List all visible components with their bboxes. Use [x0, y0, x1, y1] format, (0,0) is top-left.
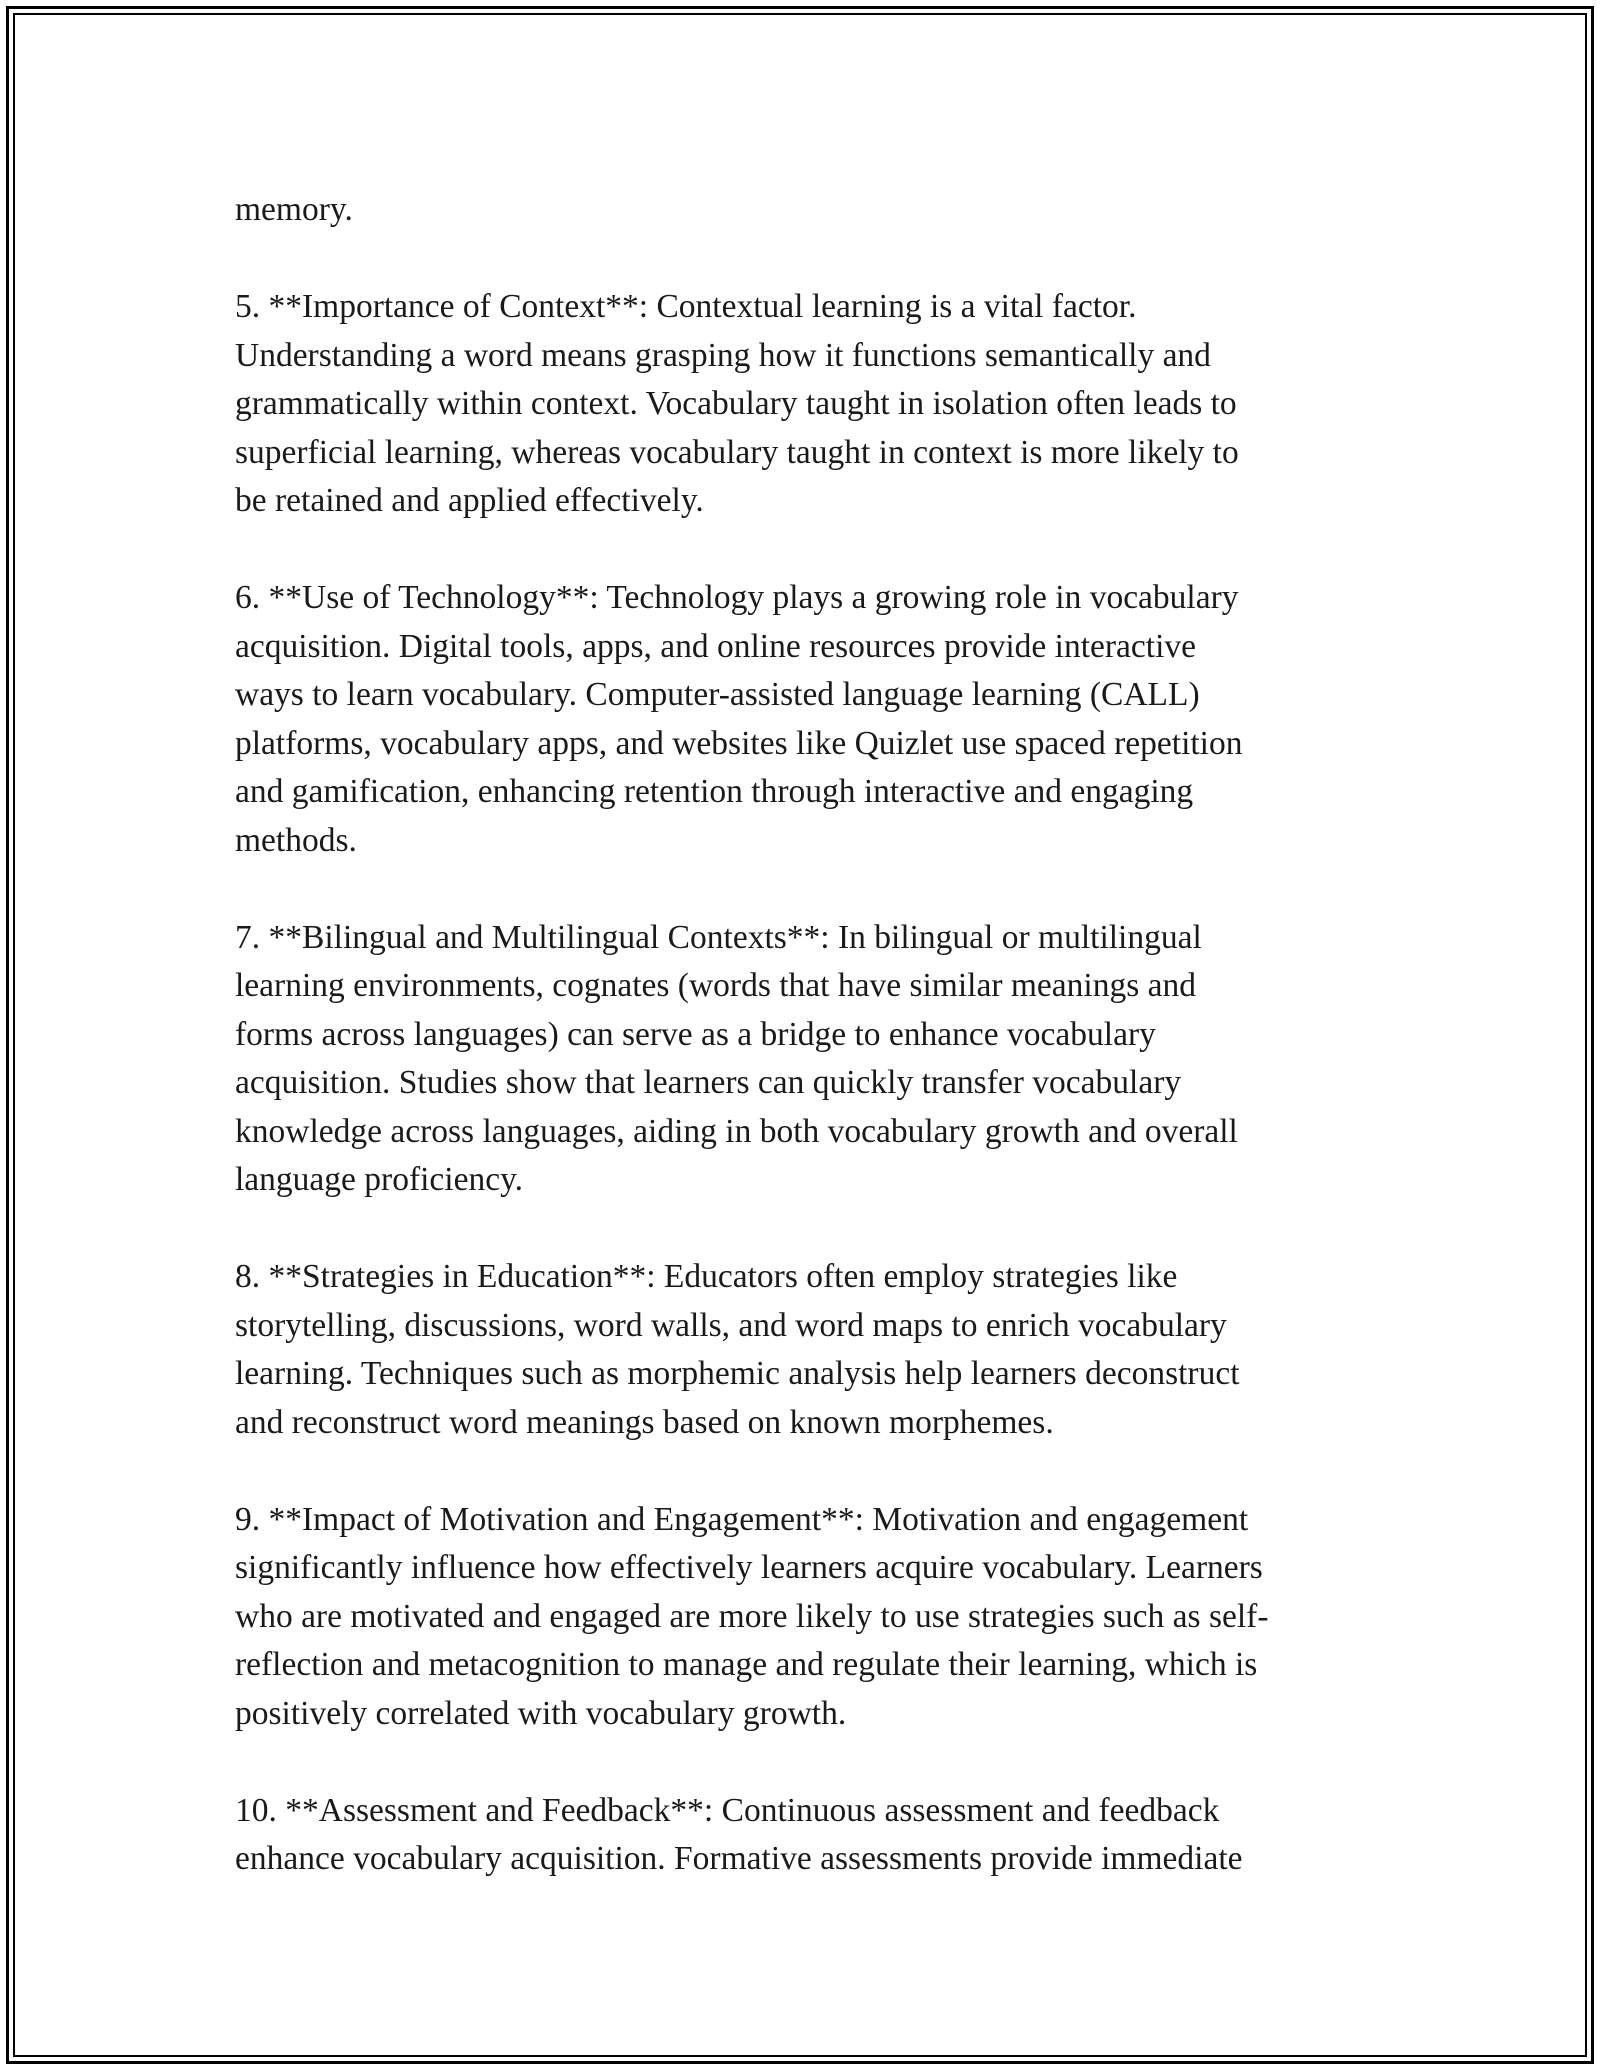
paragraph-motivation-and-engagement: 9. **Impact of Motivation and Engagement**: Motivation and engagement significantly influence how effectively learners acquire vocabulary. Learners who are motivated and engaged are more likely to use strategies such as self- reflection and metacognition to manage and regulate their learning, which is positively correlated with vocabulary growth.: [235, 1500, 1269, 1732]
paragraph-strategies-in-education: 8. **Strategies in Education**: Educators often employ strategies like storytelling, discussions, word walls, and word maps to enrich vocabulary learning. Techniques such as morphemic analysis help learners deconstruct and reconstruct word meanings based on known morphemes.: [235, 1258, 1240, 1441]
paragraph-bilingual-contexts: 7. **Bilingual and Multilingual Contexts**: In bilingual or multilingual learning environments, cognates (words that have similar meanings and forms across languages) can serve as a bridge to enhance vocabulary acquisition. Studies show that learners can quickly transfer vocabulary knowledge across languages, aiding in both vocabulary growth and overall language proficiency.: [235, 918, 1238, 1198]
paragraph-memory-continuation: memory.: [235, 191, 353, 228]
paragraph-use-of-technology: 6. **Use of Technology**: Technology plays a growing role in vocabulary acquisition. Digital tools, apps, and online resources provide interactive ways to learn vocabulary. Computer-assisted language learning (CALL) platforms, vocabulary apps, and websites like Quizlet use spaced repetition and gamification, enhancing retention through interactive and engaging methods.: [235, 579, 1243, 859]
paragraph-assessment-and-feedback: 10. **Assessment and Feedback**: Continuous assessment and feedback enhance vocabulary acquisition. Formative assessments provide immediate: [235, 1791, 1243, 1877]
paragraph-importance-of-context: 5. **Importance of Context**: Contextual learning is a vital factor. Understanding a word means grasping how it functions semantically and grammatically within context. Vocabulary taught in isolation often leads to superficial learning, whereas vocabulary taught in context is more likely to be retained and applied effectively.: [235, 288, 1239, 519]
document-body: [235, 186, 1395, 1884]
